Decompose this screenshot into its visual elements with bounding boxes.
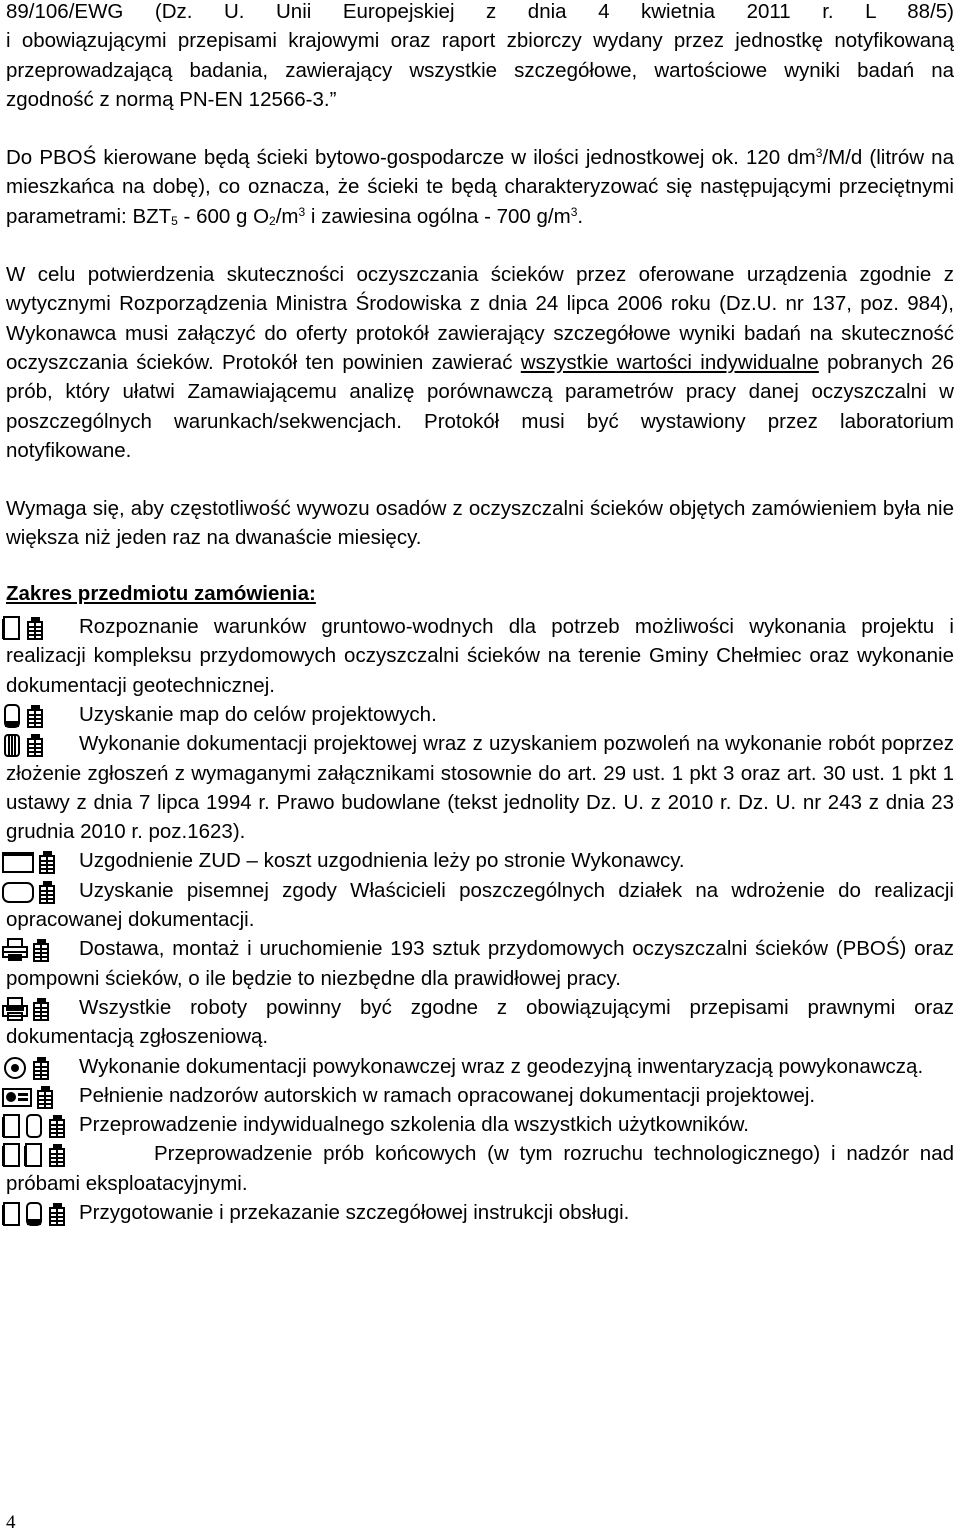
list-item (6, 700, 954, 729)
p2-sup-1: 3 (815, 146, 823, 161)
p2-sub-1: 5 (171, 213, 178, 228)
list-item (6, 846, 954, 875)
wingding-bullet-icon (2, 997, 54, 1021)
list-item-text: Rozpoznanie warunków gruntowo-wodnych dla potrzeb możliwości wykonania projektu i realizacji kompleksu przydomowych oczyszczalni ścieków na terenie Gminy Chełmiec oraz wykonanie dokumentacji geotechnicznej. (6, 615, 954, 697)
wingding-bullet-icon (2, 1085, 58, 1109)
list-item-text: Wykonanie dokumentacji projektowej wraz z uzyskaniem pozwoleń na wykonanie robót poprzez złożenie zgłoszeń z wymaganymi załącznikami stosownie do art. 29 ust. 1 pkt 3 oraz art. 30 ust. 1 pkt 1 ustawy z dnia 7 lipca 1994 r. Prawo budowlane (tekst jednolity Dz. U. z 2010 r. Dz. U. nr 243 z dnia 23 grudnia 2010 r. poz.1623). (6, 732, 954, 844)
paragraph-1 (6, 0, 954, 114)
list-item-text: Wykonanie dokumentacji powykonawczej wraz z geodezyjną inwentaryzacją powykonawczą. (79, 1054, 924, 1078)
list-item-text: Uzyskanie pisemnej zgody Właścicieli poszczególnych działek na wdrożenie do realizacji opracowanej dokumentacji. (6, 878, 954, 932)
wingding-bullet-icon (2, 704, 48, 728)
list-item-text: Przeprowadzenie indywidualnego szkolenia dla wszystkich użytkowników. (79, 1113, 750, 1137)
page-number: 4 (6, 1512, 16, 1533)
wingding-bullet-icon (2, 733, 48, 757)
wingding-bullet-icon (2, 1114, 70, 1138)
list-item (6, 612, 954, 700)
list-item (6, 993, 954, 1052)
p2-text-b: /M/d (litrów na mieszkańca na dobę), co oznacza, że ścieki te będą charakteryzować się następującymi przeciętnymi parametrami: BZT (6, 146, 954, 228)
list-item-text: Pełnienie nadzorów autorskich w ramach opracowanej dokumentacji projektowej. (79, 1083, 816, 1107)
paragraph-3 (6, 260, 954, 465)
list-item-text: Uzyskanie map do celów projektowych. (79, 702, 437, 726)
paragraph-1-rest: i obowiązującymi przepisami krajowymi oraz raport zbiorczy wydany przez jednostkę notyfikowaną przeprowadzającą badania, zawierający wszystkie szczegółowe, wartościowe wyniki badań na zgodność z normą PN-EN 12566-3.” (6, 29, 954, 111)
wingding-bullet-icon (2, 880, 60, 904)
p3-text-a: W celu potwierdzenia skuteczności oczyszczania ścieków przez oferowane urządzenia zgodnie z wytycznymi Rozporządzenia Ministra Środowiska z dnia 24 lipca 2006 roku (Dz.U. nr 137, poz. 984), Wykonawca musi załączyć do oferty protokół zawierający szczegółowe wyniki badań na skuteczność oczyszczania ścieków. Protokół ten powinien zawierać (6, 263, 954, 374)
paragraph-4: Wymaga się, aby częstotliwość wywozu osadów z oczyszczalni ścieków objętych zamówieniem była nie większa niż jeden raz na dwanaście miesięcy. (6, 497, 954, 550)
p2-text-d: /m (275, 204, 299, 228)
p3-underlined: wszystkie wartości indywidualne (520, 350, 819, 374)
wingding-bullet-icon (2, 938, 54, 962)
list-item (6, 729, 954, 846)
p2-sup-3: 3 (570, 204, 578, 219)
paragraph-1-line-1: 89/106/EWG (Dz. U. Unii Europejskiej z dnia 4 kwietnia 2011 r. L 88/5) (6, 0, 954, 23)
scope-list (6, 612, 954, 1227)
p2-text-f: . (577, 204, 584, 228)
wingding-bullet-icon (2, 1143, 70, 1167)
p2-text-a: Do PBOŚ kierowane będą ścieki bytowo-gospodarcze w ilości jednostkowej ok. 120 dm (6, 146, 816, 170)
list-item (6, 1052, 954, 1081)
p2-text-c: - 600 g O (177, 204, 270, 228)
list-item (6, 1110, 954, 1139)
wingding-bullet-icon (2, 616, 48, 640)
section-heading: Zakres przedmiotu zamówienia: (6, 581, 316, 605)
list-item (6, 1081, 954, 1110)
p2-sub-2: 2 (269, 213, 276, 228)
p2-text-e: i zawiesina ogólna - 700 g/m (305, 204, 571, 228)
list-item-text: Dostawa, montaż i uruchomienie 193 sztuk przydomowych oczyszczalni ścieków (PBOŚ) oraz pompowni ścieków, o ile będzie to niezbędne dla prawidłowej pracy. (6, 937, 954, 990)
list-item-text: Przeprowadzenie prób końcowych (w tym rozruchu technologicznego) i nadzór nad próbami eksploatacyjnymi. (6, 1142, 954, 1195)
list-item (6, 934, 954, 993)
wingding-bullet-icon (2, 850, 60, 874)
list-item (6, 1139, 954, 1198)
paragraph-2 (6, 143, 954, 231)
wingding-bullet-icon (2, 1056, 54, 1080)
list-item (6, 876, 954, 935)
list-item-text: Wszystkie roboty powinny być zgodne z obowiązującymi przepisami prawnymi oraz dokumentacją zgłoszeniową. (6, 995, 954, 1049)
list-item (6, 1198, 954, 1227)
p3-text-b: pobranych 26 prób, który ułatwi Zamawiającemu analizę porównawczą parametrów pracy danej oczyszczalni w poszczególnych warunkach/sekwencjach. Protokół musi być wystawiony przez laboratorium notyfikowane. (6, 350, 954, 462)
list-item-text: Uzgodnienie ZUD – koszt uzgodnienia leży po stronie Wykonawcy. (79, 849, 685, 873)
document-page (6, 0, 954, 1227)
wingding-bullet-icon (2, 1202, 70, 1226)
p2-sup-2: 3 (298, 204, 306, 219)
list-item-text: Przygotowanie i przekazanie szczegółowej instrukcji obsługi. (79, 1200, 630, 1224)
